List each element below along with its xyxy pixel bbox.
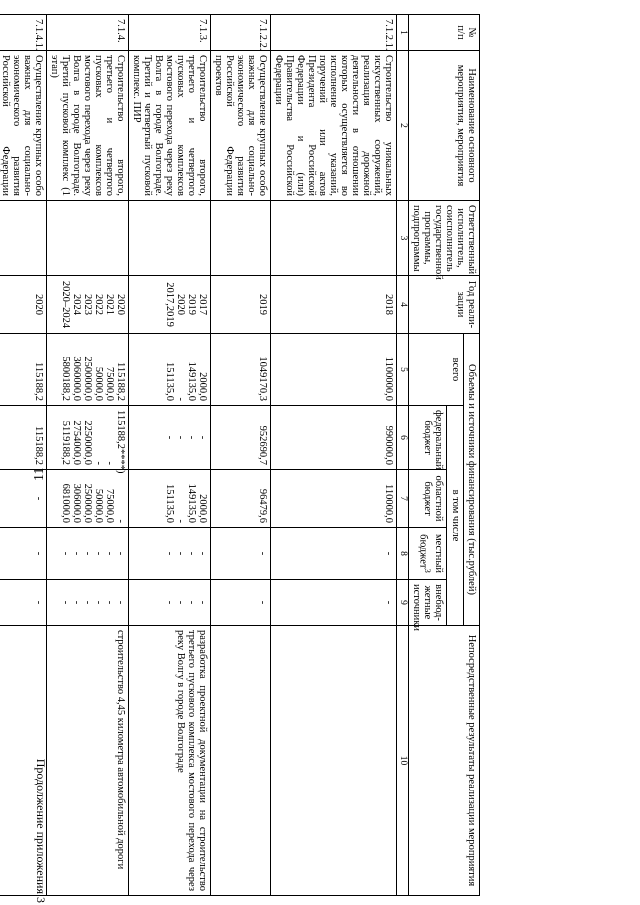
column-number: 1	[397, 15, 409, 51]
row-extrabudget: -	[211, 580, 271, 626]
value-line: 50000,0	[93, 488, 104, 523]
row-regional	[129, 470, 211, 528]
header-local-sup: 3	[423, 568, 433, 573]
row-federal: 990000,0	[271, 406, 397, 470]
year-line: 2023	[82, 294, 93, 315]
row-extrabudget: -	[0, 580, 47, 626]
row-result	[0, 626, 47, 896]
row-result: разработка проектной документации на строительство третьего пускового комплекса мостового перехода через реку Волгу в городе Волгограде	[129, 626, 211, 896]
row-year: 2020	[0, 276, 47, 334]
table-row	[0, 15, 47, 896]
row-total: 115188,2	[0, 334, 47, 406]
value-line: -	[175, 519, 186, 523]
table-row	[211, 15, 271, 896]
column-number: 9	[397, 580, 409, 626]
row-total	[47, 334, 129, 406]
value-line: -	[175, 397, 186, 401]
header-results: Непосредственные результаты реализации мероприятия	[409, 626, 480, 896]
year-line: 2019	[186, 294, 197, 315]
value-line: 2250000,0	[82, 420, 93, 465]
row-total	[129, 334, 211, 406]
header-funding: Объемы и источники финансирования (тыс.рублей)	[464, 334, 480, 626]
header-year: Год реали-зации	[409, 276, 480, 334]
value-line: 3060000,0	[71, 356, 82, 401]
value-line: 2500000,0	[82, 356, 93, 401]
value-line: -	[60, 551, 71, 556]
row-federal	[129, 406, 211, 470]
value-line: 149135,0	[186, 483, 197, 523]
row-years	[129, 276, 211, 334]
value-line: 681000,0	[60, 483, 71, 523]
value-line: -	[186, 551, 197, 556]
value-line: -	[115, 600, 126, 605]
year-line: 2020	[115, 294, 126, 315]
row-extrabudget	[47, 580, 129, 626]
value-line: 250000,0	[82, 483, 93, 523]
value-line: -	[164, 600, 175, 605]
column-number: 10	[397, 626, 409, 896]
header-executor: Ответственный исполнитель, соисполнитель государственной программы, подпрограммы	[409, 201, 480, 276]
value-line: 115188,2	[115, 362, 126, 401]
row-num: 7.1.4.	[47, 15, 129, 51]
continuation-title: Продолжение приложения 3	[34, 758, 48, 903]
value-line: -	[71, 551, 82, 556]
row-name: Строительство второго, третьего и четвертого пусковых комплексов мостового перехода через реку Волга в городе Волгограде. Третий пусковой комплекс (1 этап)	[47, 51, 129, 201]
value-line: -	[197, 600, 208, 605]
row-local	[47, 528, 129, 580]
year-line: 2020–2024	[60, 280, 71, 329]
row-local: -	[211, 528, 271, 580]
row-extrabudget	[129, 580, 211, 626]
column-number: 7	[397, 470, 409, 528]
value-line: -	[93, 600, 104, 605]
row-name: Осуществление крупных особо важных для социально-экономического развития Российской Федерации проектов	[211, 51, 271, 201]
row-regional: 110000,0	[271, 470, 397, 528]
header-num: № п/п	[409, 15, 480, 51]
header-local	[409, 528, 447, 580]
funding-table	[0, 14, 480, 896]
value-line: -	[164, 551, 175, 556]
value-line: -	[186, 435, 197, 440]
row-years	[47, 276, 129, 334]
row-num: 7.1.2.1.	[271, 15, 397, 51]
value-line: -	[197, 551, 208, 556]
row-local	[129, 528, 211, 580]
row-num: 7.1.4.1.	[0, 15, 47, 51]
header-regional: областной бюджет	[409, 470, 447, 528]
value-line: -	[115, 551, 126, 556]
year-line: 2021	[104, 294, 115, 315]
value-line: -	[175, 435, 186, 440]
year-line: 2017	[197, 294, 208, 315]
row-name: Строительство второго, третьего и четвертого пусковых комплексов мостового перехода через реку Волга в городе Волгограде. Третий и четвертый пусковой комплекс. ПИР	[129, 51, 211, 201]
year-line: 2017,2019	[164, 282, 175, 327]
value-line: 2000,0	[197, 372, 208, 401]
value-line: -	[71, 600, 82, 605]
row-executor	[0, 201, 47, 276]
value-line: 151135,0	[164, 362, 175, 401]
column-numbers-row	[397, 15, 409, 896]
value-line: -	[175, 600, 186, 605]
row-year: 2018	[271, 276, 397, 334]
value-line: -	[104, 600, 115, 605]
row-extrabudget: -	[271, 580, 397, 626]
row-num: 7.1.2.2.	[211, 15, 271, 51]
value-line: 5800188,2	[60, 356, 71, 401]
row-federal: 115188,2	[0, 406, 47, 470]
value-line: -	[93, 461, 104, 465]
value-line: 151135,0	[164, 484, 175, 523]
value-line: 5119188,2	[60, 420, 71, 465]
row-result	[211, 626, 271, 896]
value-line: -	[186, 600, 197, 605]
row-name: Строительство уникальных искусственных сооружений, реализация дорожной деятельности в отношении которых осуществляется во исполнение указаний, поручений или актов Президента Российской Федерации и (или) Правительства Российской Федерации	[271, 51, 397, 201]
value-line: 75000,0	[104, 366, 115, 401]
header-incl: в том числе	[447, 406, 464, 626]
header-federal: федеральный бюджет	[409, 406, 447, 470]
value-line: -	[93, 551, 104, 556]
value-line: -	[104, 551, 115, 556]
value-line: -	[104, 461, 115, 465]
year-line: 2024	[71, 294, 82, 315]
row-result: строительство 4,45 километра автомобильной дороги	[47, 626, 129, 896]
value-line: -	[197, 435, 208, 440]
column-number: 4	[397, 276, 409, 334]
value-line: 115188,2****)	[115, 410, 126, 474]
value-line: 50000,0	[93, 366, 104, 401]
value-line: -	[60, 600, 71, 605]
column-number: 2	[397, 51, 409, 201]
row-federal	[47, 406, 129, 474]
row-year: 2019	[211, 276, 271, 334]
row-local: -	[0, 528, 47, 580]
header-total: всего	[409, 334, 464, 406]
header-extrabudget: внебюд-жетные источники	[409, 580, 447, 626]
row-name: Осуществление крупных особо важных для социально-экономического развития Российской Федерации	[0, 51, 47, 201]
value-line: 306000,0	[71, 483, 82, 523]
row-executor	[211, 201, 271, 276]
value-line: -	[115, 519, 126, 523]
row-local: -	[271, 528, 397, 580]
row-regional	[47, 470, 129, 528]
row-num: 7.1.3.	[129, 15, 211, 51]
year-line: 2020	[175, 294, 186, 315]
table-row	[47, 15, 129, 896]
row-executor	[47, 201, 129, 276]
year-line: 2022	[93, 294, 104, 315]
value-line: -	[82, 600, 93, 605]
table-row	[271, 15, 397, 896]
column-number: 5	[397, 334, 409, 406]
value-line: 2000,0	[197, 494, 208, 523]
column-number: 6	[397, 406, 409, 470]
column-number: 8	[397, 528, 409, 580]
value-line: 2754000,0	[71, 420, 82, 465]
row-total: 1049170,3	[211, 334, 271, 406]
column-number: 3	[397, 201, 409, 276]
row-federal: 952690,7	[211, 406, 271, 470]
table-row	[129, 15, 211, 896]
value-line: -	[82, 551, 93, 556]
header-local-label: местный бюджет	[417, 533, 444, 574]
row-executor	[129, 201, 211, 276]
value-line: -	[175, 551, 186, 556]
row-regional: -	[0, 470, 47, 528]
value-line: 149135,0	[186, 361, 197, 401]
row-executor	[271, 201, 397, 276]
value-line: -	[164, 435, 175, 440]
row-result	[271, 626, 397, 896]
header-name: Наименование основного мероприятия, мероприятия	[409, 51, 480, 201]
page-number: 11	[32, 467, 47, 481]
row-regional: 96479,6	[211, 470, 271, 528]
row-total: 1100000,0	[271, 334, 397, 406]
value-line: 75000,0	[104, 488, 115, 523]
